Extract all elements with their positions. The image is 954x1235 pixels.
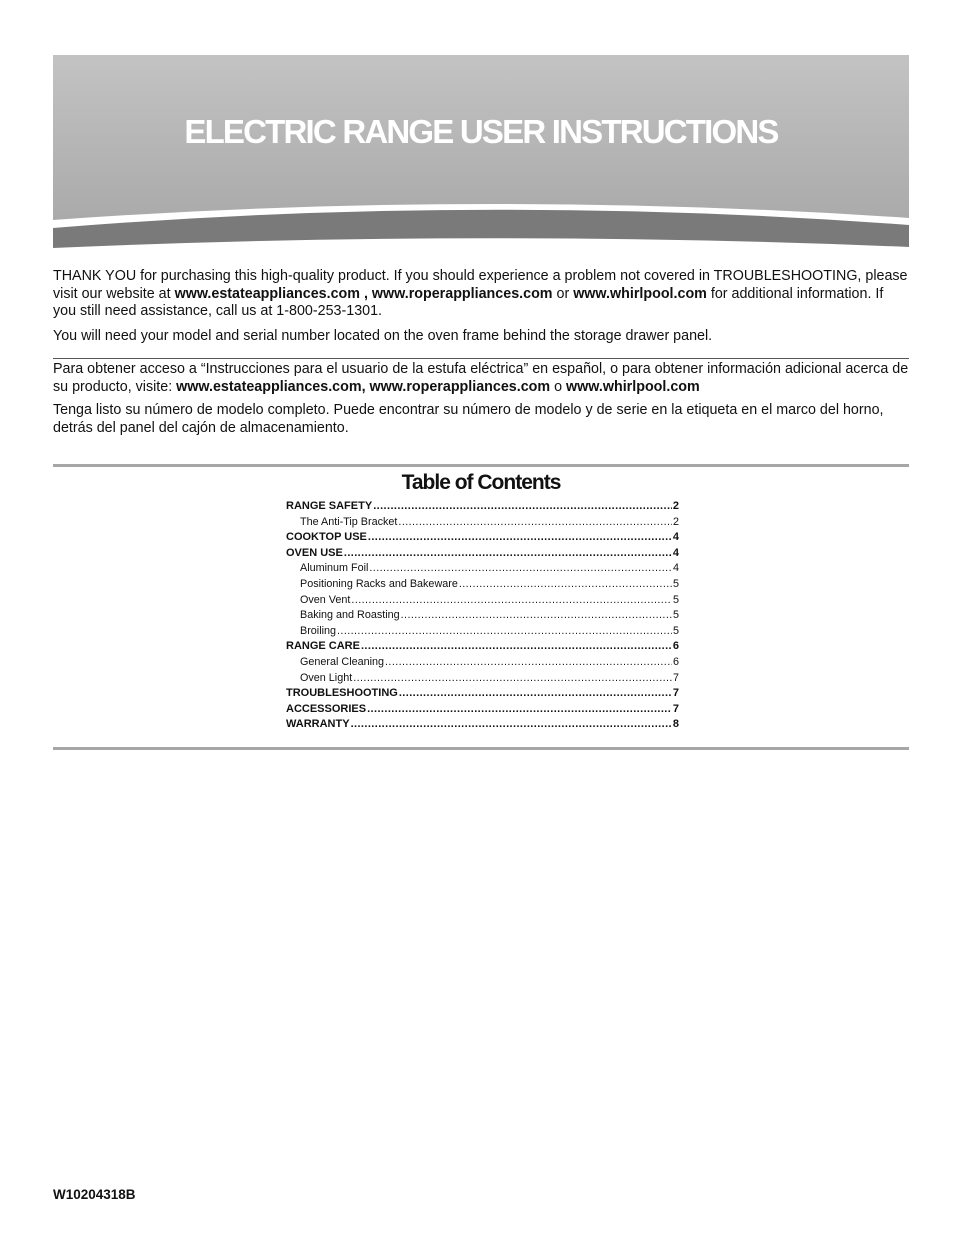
banner-graphic — [53, 55, 909, 248]
toc-entry[interactable] — [286, 516, 679, 532]
toc-leader-dots — [401, 609, 672, 621]
toc-entry-label: TROUBLESHOOTING — [286, 687, 398, 700]
intro-text: for additional information. If you still need assistance, call us at 1-800-253-1301. — [53, 285, 884, 319]
toc-entry[interactable] — [286, 625, 679, 641]
toc-entry[interactable] — [286, 547, 679, 563]
toc-entry-page: 5 — [672, 624, 679, 637]
toc-entry[interactable] — [286, 687, 679, 703]
toc-entry-page: 5 — [672, 609, 679, 622]
toc-leader-dots — [353, 672, 672, 684]
toc-entry[interactable] — [286, 656, 679, 672]
toc-entry-label: WARRANTY — [286, 718, 350, 731]
toc-leader-dots — [385, 656, 672, 668]
spanish-text: Para obtener acceso a “Instrucciones para el usuario de la estufa eléctrica” en español, o para obtener información adicional acerca de su producto, visite: — [53, 361, 909, 395]
toc-entry-page: 7 — [672, 687, 679, 700]
toc-entry[interactable] — [286, 640, 679, 656]
website-links[interactable]: www.estateappliances.com , www.roperappliances.com — [174, 285, 553, 302]
toc-entry-label: Broiling — [300, 624, 337, 637]
toc-heading: Table of Contents — [401, 471, 561, 494]
toc-leader-dots — [459, 578, 672, 590]
toc-leader-dots — [368, 531, 672, 543]
toc-entry-page: 6 — [672, 655, 679, 668]
spanish-section — [53, 361, 909, 443]
toc-entry[interactable] — [286, 562, 679, 578]
toc-entry-page: 4 — [672, 546, 679, 559]
toc-leader-dots — [361, 640, 672, 652]
toc-entry-page: 4 — [672, 531, 679, 544]
document-number: W10204318B — [53, 1187, 136, 1202]
toc-entry-label: Positioning Racks and Bakeware — [300, 577, 458, 590]
toc-leader-dots — [373, 500, 672, 512]
toc-entry[interactable] — [286, 703, 679, 719]
toc-entry-label: Aluminum Foil — [300, 562, 369, 575]
toc-top-rule — [53, 464, 909, 467]
toc-entry-page: 8 — [672, 718, 679, 731]
whirlpool-link[interactable]: www.whirlpool.com — [573, 285, 707, 302]
toc-leader-dots — [398, 516, 672, 528]
intro-text: THANK YOU for purchasing this high-quality product. If you should experience a problem not covered in TROUBLESHOOTING, please visit our website at — [53, 268, 908, 302]
spanish-model-note: Tenga listo su número de modelo completo. Puede encontrar su número de modelo y de serie en la etiqueta en el marco del horno, detrás del panel del cajón de almacenamiento. — [53, 402, 884, 436]
toc-entry-label: RANGE CARE — [286, 640, 360, 653]
toc-entry[interactable] — [286, 578, 679, 594]
title-banner — [53, 55, 909, 248]
toc-leader-dots — [344, 547, 672, 559]
toc-entry-label: Baking and Roasting — [300, 609, 400, 622]
toc-entry[interactable] — [286, 500, 679, 516]
toc-leader-dots — [337, 625, 672, 637]
toc-bottom-rule — [53, 747, 909, 750]
spanish-whirlpool-link[interactable]: www.whirlpool.com — [566, 378, 700, 395]
toc-entry-label: RANGE SAFETY — [286, 500, 373, 512]
toc-leader-dots — [399, 687, 672, 699]
spanish-paragraph — [53, 361, 909, 396]
model-number-note: You will need your model and serial number located on the oven frame behind the storage drawer panel. — [53, 327, 713, 344]
toc-entry[interactable] — [286, 531, 679, 547]
toc-entry-label: COOKTOP USE — [286, 531, 367, 544]
toc-entry-page: 2 — [672, 500, 679, 512]
toc-entry-page: 4 — [672, 562, 679, 575]
toc-entry-label: Oven Vent — [300, 593, 351, 606]
toc-entry-page: 7 — [672, 671, 679, 684]
toc-entry-page: 2 — [672, 515, 679, 528]
banner-stripe — [53, 210, 909, 248]
toc-entry-label: Oven Light — [300, 671, 353, 684]
toc-entry-label: General Cleaning — [300, 655, 385, 668]
toc-entry-page: 6 — [672, 640, 679, 653]
toc-entry[interactable] — [286, 672, 679, 688]
toc-entry-label: ACCESSORIES — [286, 702, 367, 715]
spanish-website-links[interactable]: www.estateappliances.com, www.roperappliances.com — [176, 378, 551, 395]
section-divider — [53, 358, 909, 359]
toc-entry-label: The Anti-Tip Bracket — [300, 515, 398, 528]
toc-entry-page: 5 — [672, 577, 679, 590]
toc-leader-dots — [351, 718, 672, 730]
document-title: ELECTRIC RANGE USER INSTRUCTIONS — [184, 113, 778, 150]
toc-entry[interactable] — [286, 609, 679, 625]
toc-leader-dots — [351, 594, 672, 606]
toc-entry[interactable] — [286, 594, 679, 610]
toc-leader-dots — [369, 562, 672, 574]
toc-entry-page: 5 — [672, 593, 679, 606]
toc-entry-page: 7 — [672, 702, 679, 715]
intro-text: or — [552, 285, 574, 302]
toc-entry[interactable] — [286, 718, 679, 734]
table-of-contents — [286, 500, 679, 734]
toc-leader-dots — [367, 703, 672, 715]
intro-paragraph — [53, 268, 909, 321]
toc-entry-label: OVEN USE — [286, 546, 343, 559]
spanish-text: o — [550, 378, 567, 395]
intro-section — [53, 268, 909, 352]
